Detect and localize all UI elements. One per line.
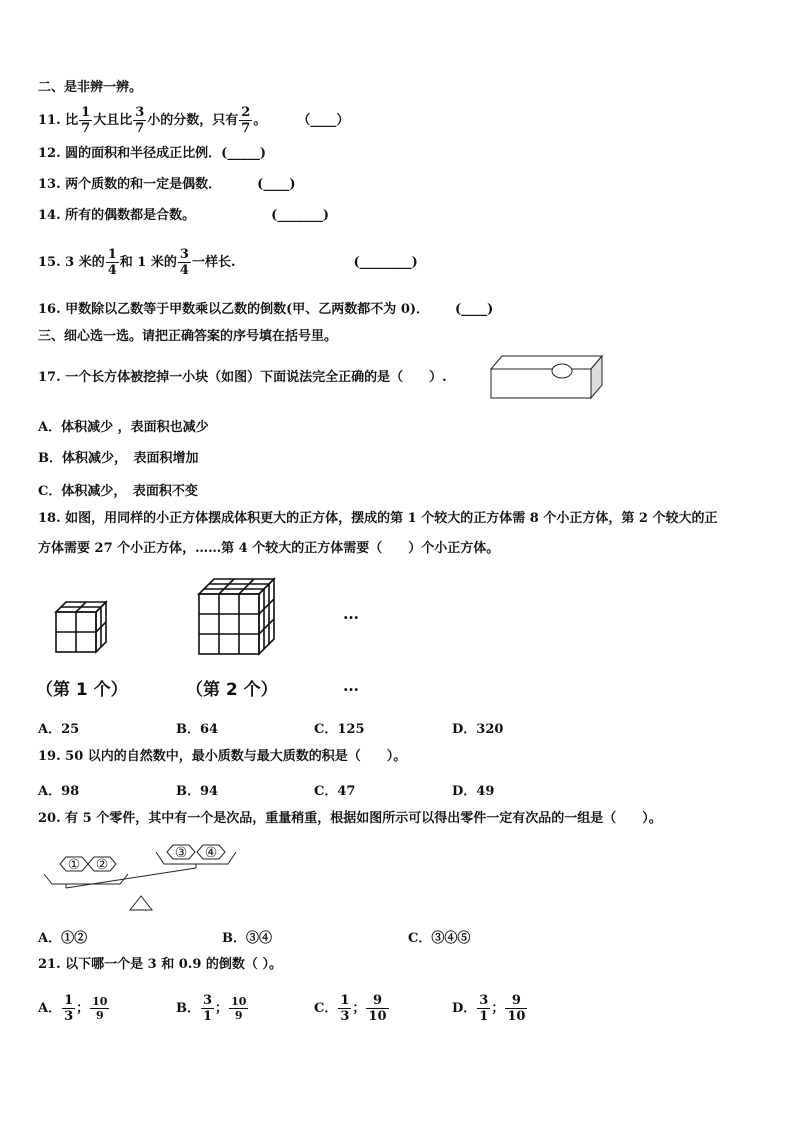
q11-answer-blank[interactable]: （____） [297, 113, 350, 128]
q18-option-b[interactable]: B．64 [176, 722, 219, 737]
section-2-title: 二、是非辨一辨。 [38, 80, 143, 95]
fraction-3-4: $\frac{3}{4}$ [179, 247, 189, 278]
question-14: 14. 所有的偶数都是合数。 (_______) [38, 208, 329, 223]
q12-answer-blank[interactable]: (_____) [221, 146, 266, 161]
part-2-label: ② [95, 857, 109, 873]
section-3-title: 三、细心选一选。请把正确答案的序号填在括号里。 [38, 329, 338, 344]
fraction-1-4: $\frac{1}{4}$ [107, 247, 117, 278]
q19-option-d[interactable]: D．49 [452, 784, 495, 799]
q17-option-b[interactable]: B．体积减少， 表面积增加 [38, 451, 199, 466]
q20-option-c[interactable]: C．③④⑤ [408, 931, 471, 946]
q21-option-d[interactable]: D． $\frac{3}{1}$ ； $\frac{9}{10}$ [452, 993, 526, 1024]
caption-figure-2: （第 2 个） [186, 680, 278, 700]
question-19: 19. 50 以内的自然数中，最小质数与最大质数的积是（ ）。 [38, 749, 407, 764]
question-11: 11. 比 $\frac{1}{7}$ 大且比 $\frac{3}{7}$ 小的分数，只有 $\frac{2}{7}$ 。 （____） [38, 105, 350, 136]
question-21: 21. 以下哪一个是 3 和 0.9 的倒数（ ）。 [38, 957, 282, 972]
q11-number: 11. [38, 113, 61, 128]
question-15: 15. 3 米的 $\frac{1}{4}$ 和 1 米的 $\frac{3}{4}$ 一样长. (________) [38, 247, 418, 278]
q20-option-a[interactable]: A．①② [38, 931, 88, 946]
q18-option-d[interactable]: D．320 [452, 722, 504, 737]
fraction-2-7: $\frac{2}{7}$ [241, 105, 251, 136]
q21-option-b[interactable]: B． $\frac{3}{1}$ ； $\frac{10}{9}$ [176, 993, 247, 1024]
question-18-line-1: 18. 如图，用同样的小正方体摆成体积更大的正方体，摆成的第 1 个较大的正方体需 8 个小正方体，第 2 个较大的正 [38, 511, 718, 526]
q19-option-a[interactable]: A．98 [38, 784, 80, 799]
cube-3x3-figure [197, 577, 277, 657]
fraction-3-7: $\frac{3}{7}$ [135, 105, 145, 136]
part-4-label: ④ [204, 845, 218, 861]
ellipsis-1: … [343, 604, 360, 623]
hole-ellipse [552, 364, 572, 378]
question-20: 20. 有 5 个零件，其中有一个是次品，重量稍重，根据如图所示可以得出零件一定有次品的一组是（ ）。 [38, 811, 662, 826]
question-13: 13. 两个质数的和一定是偶数． (____) [38, 177, 296, 192]
q20-option-b[interactable]: B．③④ [222, 931, 272, 946]
q18-option-a[interactable]: A．25 [38, 722, 80, 737]
question-16: 16. 甲数除以乙数等于甲数乘以乙数的倒数(甲、乙两数都不为 0)． (____) [38, 302, 494, 317]
ellipsis-2: … [343, 676, 360, 695]
part-3-label: ③ [174, 845, 188, 861]
q17-option-a[interactable]: A．体积减少 ，表面积也减少 [38, 420, 209, 435]
q19-option-c[interactable]: C．47 [314, 784, 356, 799]
q21-option-c[interactable]: C． $\frac{1}{3}$ ； $\frac{9}{10}$ [314, 993, 387, 1024]
q18-option-c[interactable]: C．125 [314, 722, 365, 737]
balance-scale-figure [42, 838, 242, 914]
cuboid-figure [490, 354, 605, 400]
part-1-label: ① [67, 857, 81, 873]
q13-answer-blank[interactable]: (____) [257, 177, 296, 192]
question-18-line-2: 方体需要 27 个小正方体，……第 4 个较大的正方体需要（ ）个小正方体。 [38, 541, 500, 556]
cube-2x2-figure [54, 600, 110, 656]
q14-answer-blank[interactable]: (_______) [271, 208, 329, 223]
q17-option-c[interactable]: C．体积减少， 表面积不变 [38, 484, 198, 499]
caption-figure-1: （第 1 个） [36, 680, 128, 700]
q19-option-b[interactable]: B．94 [176, 784, 219, 799]
q16-answer-blank[interactable]: (____) [455, 302, 494, 317]
q15-answer-blank[interactable]: (________) [353, 255, 418, 270]
question-17: 17. 一个长方体被挖掉一小块（如图）下面说法完全正确的是（ ）. [38, 370, 447, 385]
fraction-1-7: $\frac{1}{7}$ [81, 105, 91, 136]
question-12: 12. 圆的面积和半径成正比例．(_____) [38, 146, 266, 161]
q21-option-a[interactable]: A． $\frac{1}{3}$ ； $\frac{10}{9}$ [38, 993, 108, 1024]
